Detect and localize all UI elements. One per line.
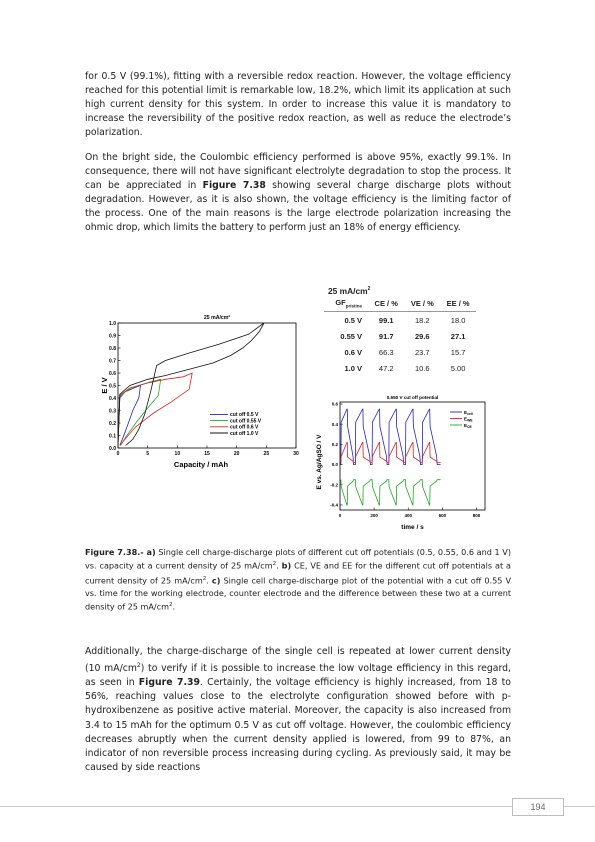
y-tick-label: 0.2 xyxy=(331,441,338,447)
y-tick-label: 0.4 xyxy=(331,421,338,427)
cell-ee: 18.0 xyxy=(450,315,466,325)
body-paragraph-3: Additionally, the charge-discharge of the single cell is repeated at lower current density (10 $mA/cm^2$) to verify if it is possible to increase the low voltage efficiency in this regard, as seen in Figure 7.39. Certainly, the voltage efficiency is highly increased, from 18 to 56%, reaching values close to the electrolyte configuration showed before with p-hydroxibenzene as positive active material. Moreover, the capacity is also increased from 3.4 to 15 mAh for the optimum 0.5 V as cut off voltage. However, the coulombic efficiency decreases abruptly when the current density applied is lowered, from 99 to 87%, an indicator of non reversible process increasing during cycling. As previously said, it may be caused by side reactions xyxy=(85,646,511,773)
y-tick-label: 1.0 xyxy=(109,320,116,327)
row-label: 0.55 V xyxy=(340,331,362,341)
table-header-ce: CE / % xyxy=(368,296,404,312)
cell-ee: 5.00 xyxy=(450,363,466,373)
y-axis-label: E vs. Ag/AgSO / V xyxy=(316,434,323,490)
plot-frame xyxy=(118,323,296,448)
y-tick-label: 0.4 xyxy=(109,395,116,402)
y-tick-label: 0.9 xyxy=(109,333,116,340)
body-paragraph-2 xyxy=(85,151,511,236)
x-tick-label: 200 xyxy=(370,513,378,518)
legend-label: cut off 0.5 V xyxy=(230,412,259,419)
table-row xyxy=(324,328,476,344)
figure-ref-7-39: Figure 7.39 xyxy=(138,677,200,689)
row-label: 1.0 V xyxy=(344,363,362,373)
legend-label: cut off 0.6 V xyxy=(230,424,259,431)
x-tick-label: 400 xyxy=(404,513,412,518)
y-tick-label: -0.2 xyxy=(330,482,338,488)
x-tick-label: 25 xyxy=(263,451,270,457)
x-axis-label: time / s xyxy=(401,524,424,531)
y-tick-label: 0.8 xyxy=(109,345,116,352)
cell-ce: 99.1 xyxy=(378,315,394,325)
y-tick-label: 0.2 xyxy=(109,420,116,427)
cell-ce: 66.3 xyxy=(378,347,394,357)
y-axis-label: E / V xyxy=(100,377,109,394)
table-header-ve: VE / % xyxy=(404,296,440,312)
row-label: 0.5 V xyxy=(344,315,362,325)
y-tick-label: 0.5 xyxy=(109,383,116,390)
cell-ce: 47.2 xyxy=(378,363,394,373)
y-tick-label: 0.0 xyxy=(331,462,338,468)
chart-a-title: 25 mA/cm² xyxy=(203,315,231,321)
cell-ce: 91.7 xyxy=(378,331,394,341)
y-tick-label: 0.3 xyxy=(109,408,116,415)
x-tick-label: 5 xyxy=(146,451,150,457)
table-row xyxy=(324,312,476,329)
x-tick-label: 30 xyxy=(293,451,299,457)
x-tick-label: 0 xyxy=(116,451,120,457)
cell-ve: 18.2 xyxy=(415,315,430,325)
table-row xyxy=(324,344,476,360)
table-header-ee: EE / % xyxy=(440,296,476,312)
y-tick-label: -0.4 xyxy=(330,502,338,508)
table-header-row xyxy=(324,296,476,312)
legend-label: $E_{cell}$ xyxy=(464,409,473,416)
cell-ve: 23.7 xyxy=(415,347,430,357)
x-tick-label: 10 xyxy=(174,451,181,457)
cell-ee: 15.7 xyxy=(450,347,466,357)
figure-ref-7-38: Figure 7.38 xyxy=(202,180,266,192)
table-row xyxy=(324,360,476,376)
cell-ve: 29.6 xyxy=(415,331,430,341)
x-tick-label: 800 xyxy=(472,513,481,518)
cell-ee: 27.1 xyxy=(450,331,466,341)
legend-label: $E_{WE}$ xyxy=(464,416,473,423)
y-tick-label: 0.7 xyxy=(109,358,116,365)
x-axis-label: Capacity / mAh xyxy=(173,460,229,469)
legend-label: cut off 0.55 V xyxy=(230,418,262,425)
x-tick-label: 600 xyxy=(438,513,447,518)
x-tick-label: 0 xyxy=(338,513,342,518)
chart-a-capacity xyxy=(100,312,310,474)
x-tick-label: 20 xyxy=(233,451,240,457)
caption-label-b: b) xyxy=(281,561,292,572)
legend-label: cut off 1.0 V xyxy=(230,430,259,437)
legend-label: $E_{CE}$ xyxy=(464,422,472,429)
y-tick-label: 0.6 xyxy=(331,401,338,407)
y-tick-label: 0.0 xyxy=(109,445,116,452)
chart-c-time xyxy=(312,392,492,534)
caption-label-a: Figure 7.38.- a) xyxy=(85,547,156,557)
body-paragraph-1: for 0.5 V (99.1%), fitting with a reversible redox reaction. However, the voltage efficiency reached for this potential limit is remarkable low, 18.2%, which limit its application at such high current density for this system. In order to increase this value it is mandatory to increase the reversibility of the positive redox reaction, as well as reduce the electrode’s polarization. xyxy=(85,71,511,139)
x-tick-label: 15 xyxy=(204,451,210,457)
page-number: 194 xyxy=(512,798,564,816)
table-corner: $GF_{pristine}$ xyxy=(324,296,368,312)
footer-rule xyxy=(0,806,595,807)
y-tick-label: 0.6 xyxy=(109,370,116,377)
p2-text-a: On the bright side, the Coulombic efficiency performed is above 95%, exactly 99.1%. In consequence, there will not have significant electrolyte degradation to stop the process. It can be appreciated in xyxy=(85,152,511,192)
efficiency-table xyxy=(324,286,484,376)
series-line xyxy=(118,373,192,446)
series-line xyxy=(341,480,441,505)
cell-ve: 10.6 xyxy=(415,363,430,373)
figure-caption: Figure 7.38.- a) Single cell charge-discharge plots of different cut off potentials (0.5, 0.55, 0.6 and 1 V) vs. capacity at a current density of 25 $mA/cm^2$. b) CE, VE and EE for the different cut off potentials at a current density of 25 $mA/cm^2$. c) Single cell charge-discharge plot of the potential with a cut off 0.55 V vs. time for the working electrode, counter electrode and the difference between these two at a current density of 25 $mA/cm^2$. xyxy=(85,547,512,612)
p2-text-b: showing several charge discharge plots without degradation. However, as it is also shown, the voltage efficiency is the limiting factor of the process. One of the main reasons is the large electrode polarization increasing the ohmic drop, which limits the battery to perform just an 18% of energy efficiency. xyxy=(85,180,511,234)
y-tick-label: 0.1 xyxy=(109,433,116,440)
table-title: 25 $mA/cm^2$ xyxy=(328,286,371,296)
row-label: 0.6 V xyxy=(344,347,362,357)
caption-label-c: c) xyxy=(211,575,221,586)
chart-c-title: 0.550 V cut off potential xyxy=(386,395,439,400)
